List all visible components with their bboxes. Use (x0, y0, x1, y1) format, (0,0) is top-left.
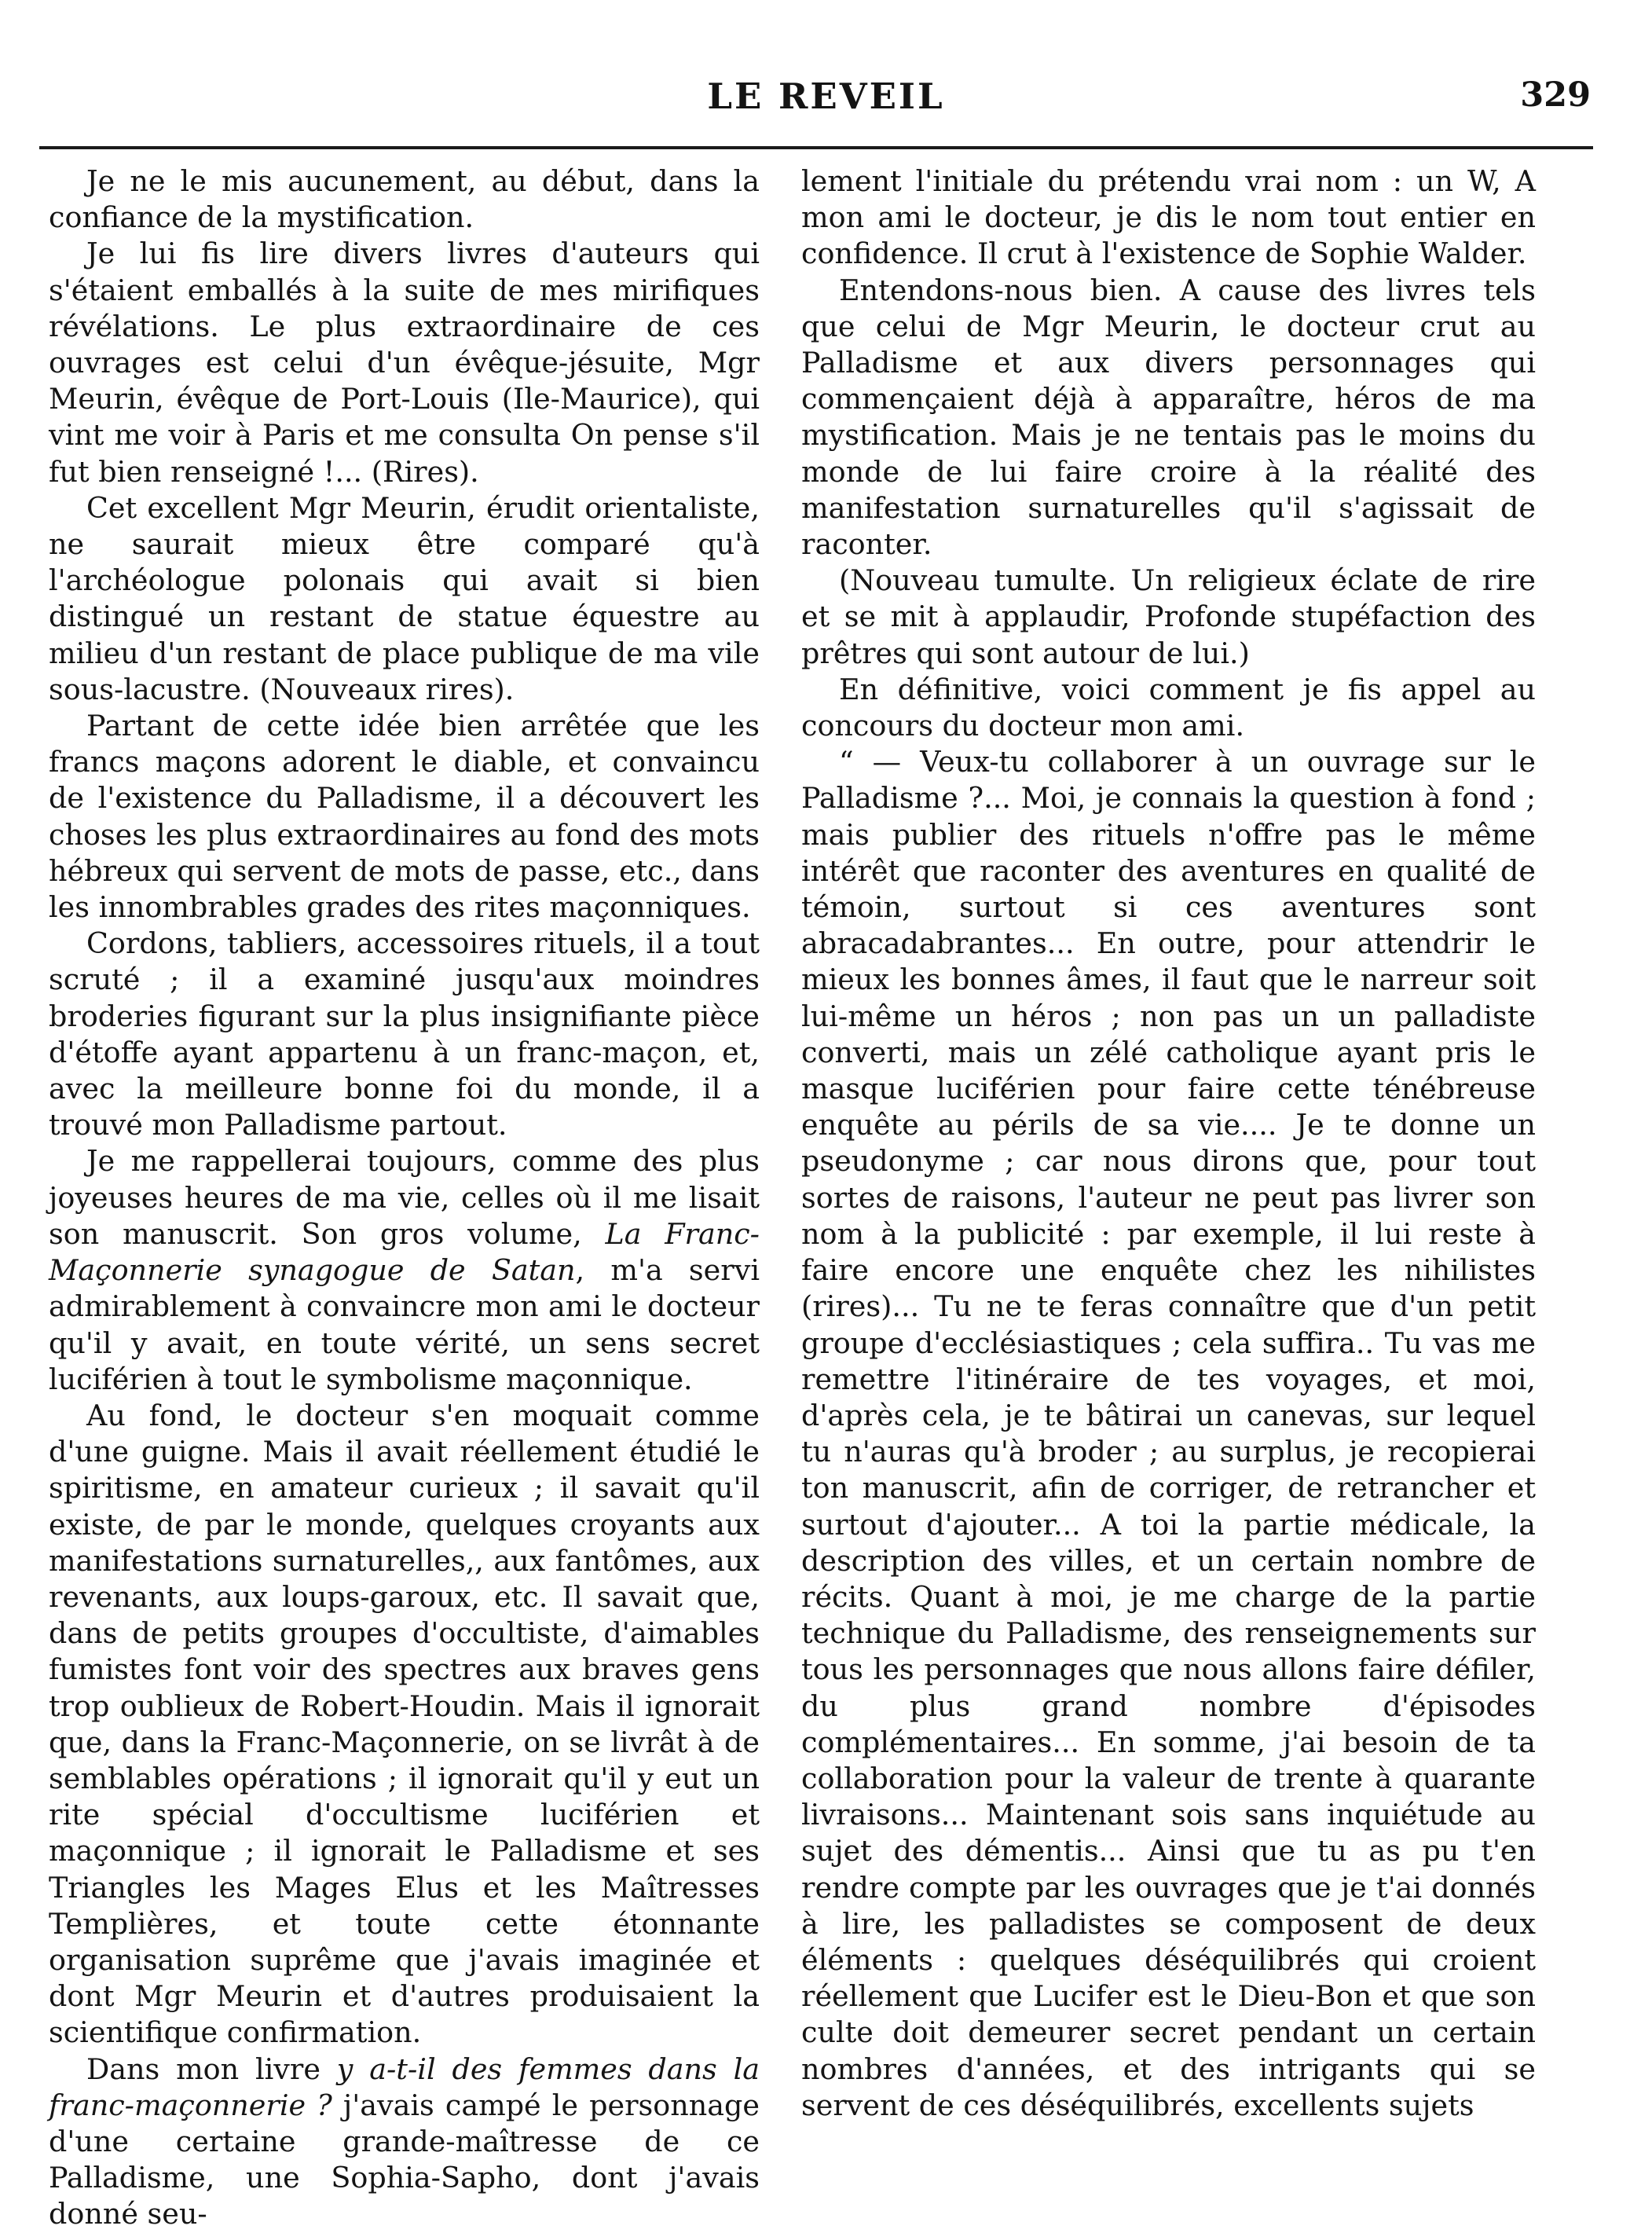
text-run: j'avais campé le personnage d'une certaine grande-maîtresse de ce Palladisme, une Sophia-Sapho, dont j'avais donné seu- (49, 2088, 760, 2231)
text-run: Je me rappellerai toujours, comme des plus joyeuses heures de ma vie, celles où il me lisait son manuscrit. Son gros volume, (49, 1144, 760, 1251)
header-rule (39, 146, 1593, 149)
left-column (49, 163, 760, 2233)
paragraph (49, 1143, 760, 1397)
paragraph: Cet excellent Mgr Meurin, érudit orientaliste, ne saurait mieux être comparé qu'à l'archéologue polonais qui avait si bien distingué un restant de statue équestre au milieu d'un restant de place publique de ma vile sous-lacustre. (Nouveaux rires). (49, 490, 760, 706)
paragraph: lement l'initiale du prétendu vrai nom : un W, A mon ami le docteur, je dis le nom tout entier en confidence. Il crut à l'existence de Sophie Walder. (801, 164, 1536, 271)
paragraph: Partant de cette idée bien arrêtée que les francs maçons adorent le diable, et convaincu de l'existence du Palladisme, il a découvert les choses les plus extraordinaires au fond des mots hébreux qui servent de mots de passe, etc., dans les innombrables grades des rites maçonniques. (49, 709, 760, 925)
text-run: , m'a servi admirablement à convaincre mon ami le docteur qu'il y avait, en toute vérité, un sens secret luciférien à tout le symbolisme maçonnique. (49, 1253, 760, 1396)
paragraph: Au fond, le docteur s'en moquait comme d'une guigne. Mais il avait réellement étudié le spiritisme, en amateur curieux ; il savait qu'il existe, de par le monde, quelques croyants aux manifestations surnaturelles,, aux fantômes, aux revenants, aux loups-garoux, etc. Il savait que, dans de petits groupes d'occultiste, d'aimables fumistes font voir des spectres aux braves gens trop oublieux de Robert-Houdin. Mais il ignorait que, dans la Franc-Maçonnerie, on se livrât à de semblables opérations ; il ignorait qu'il y eut un rite spécial d'occultisme luciférien et maçonnique ; il ignorait le Palladisme et ses Triangles les Mages Elus et les Maîtresses Templières, et toute cette étonnante organisation suprême que j'avais imaginée et dont Mgr Meurin et d'autres produisaient la scientifique confirmation. (49, 1398, 760, 2050)
paragraph (49, 2052, 760, 2233)
paragraph: Je lui fis lire divers livres d'auteurs qui s'étaient emballés à la suite de mes mirifiques révélations. Le plus extraordinaire de ces ouvrages est celui d'un évêque-jésuite, Mgr Meurin, évêque de Port-Louis (Ile-Maurice), qui vint me voir à Paris et me consulta On pense s'il fut bien renseigné !... (Rires). (49, 236, 760, 489)
paragraph: Je ne le mis aucunement, au début, dans la confiance de la mystification. (49, 164, 760, 235)
paragraph: (Nouveau tumulte. Un religieux éclate de rire et se mit à applaudir, Profonde stupéfaction des prêtres qui sont autour de lui.) (801, 563, 1536, 670)
paragraph: En définitive, voici comment je fis appel au concours du docteur mon ami. (801, 672, 1536, 743)
text-run: Dans mon livre (86, 2052, 321, 2086)
running-head: LE REVEIL (707, 75, 945, 117)
page-number: 329 (1520, 75, 1591, 115)
book-title: La Franc-Maçonnerie synagogue de Satan (49, 1216, 760, 1288)
paragraph: Cordons, tabliers, accessoires rituels, il a tout scruté ; il a examiné jusqu'aux moindres broderies figurant sur la plus insignifiante pièce d'étoffe ayant appartenu à un franc-maçon, et, avec la meilleure bonne foi du monde, il a trouvé mon Palladisme partout. (49, 926, 760, 1142)
right-column (801, 163, 1536, 2124)
paragraph: “ — Veux-tu collaborer à un ouvrage sur le Palladisme ?... Moi, je connais la question à fond ; mais publier des rituels n'offre pas le même intérêt que raconter des aventures en qualité de témoin, surtout si ces aventures sont abracadabrantes... En outre, pour attendrir le mieux les bonnes âmes, il faut que le narreur soit lui-même un héros ; non pas un un palladiste converti, mais un zélé catholique ayant pris le masque luciférien pour faire cette ténébreuse enquête au périls de sa vie.... Je te donne un pseudonyme ; car nous dirons que, pour tout sortes de raisons, l'auteur ne peut pas livrer son nom à la publicité : par exemple, il lui reste à faire encore une enquête chez les nihilistes (rires)... Tu ne te feras connaître que d'un petit groupe d'ecclésiastiques ; cela suffira.. Tu vas me remettre l'itinéraire de tes voyages, et moi, d'après cela, je te bâtirai un canevas, sur lequel tu n'auras qu'à broder ; au surplus, je recopierai ton manuscrit, afin de corriger, de retrancher et surtout d'ajouter... A toi la partie médicale, la description des villes, et un certain nombre de récits. Quant à moi, je me charge de la partie technique du Palladisme, des renseignements sur tous les personnages que nous allons faire défiler, du plus grand nombre d'épisodes complémentaires... En somme, j'ai besoin de ta collaboration pour la valeur de trente à quarante livraisons... Maintenant sois sans inquiétude au sujet des démentis... Ainsi que tu as pu t'en rendre compte par les ouvrages que je t'ai donnés à lire, les palladistes se composent de deux éléments : quelques déséquilibrés qui croient réellement que Lucifer est le Dieu-Bon et que son culte doit demeurer secret pendant un certain nombres d'années, et des intrigants qui se servent de ces déséquilibrés, excellents sujets (801, 745, 1536, 2122)
book-title: y a-t-il des femmes dans la franc-maçonnerie ? (49, 2052, 760, 2122)
paragraph: Entendons-nous bien. A cause des livres tels que celui de Mgr Meurin, le docteur crut au Palladisme et aux divers personnages qui commençaient déjà à apparaître, héros de ma mystification. Mais je ne tentais pas le moins du monde de lui faire croire à la réalité des manifestation surnaturelles qu'il s'agissait de raconter. (801, 273, 1536, 562)
